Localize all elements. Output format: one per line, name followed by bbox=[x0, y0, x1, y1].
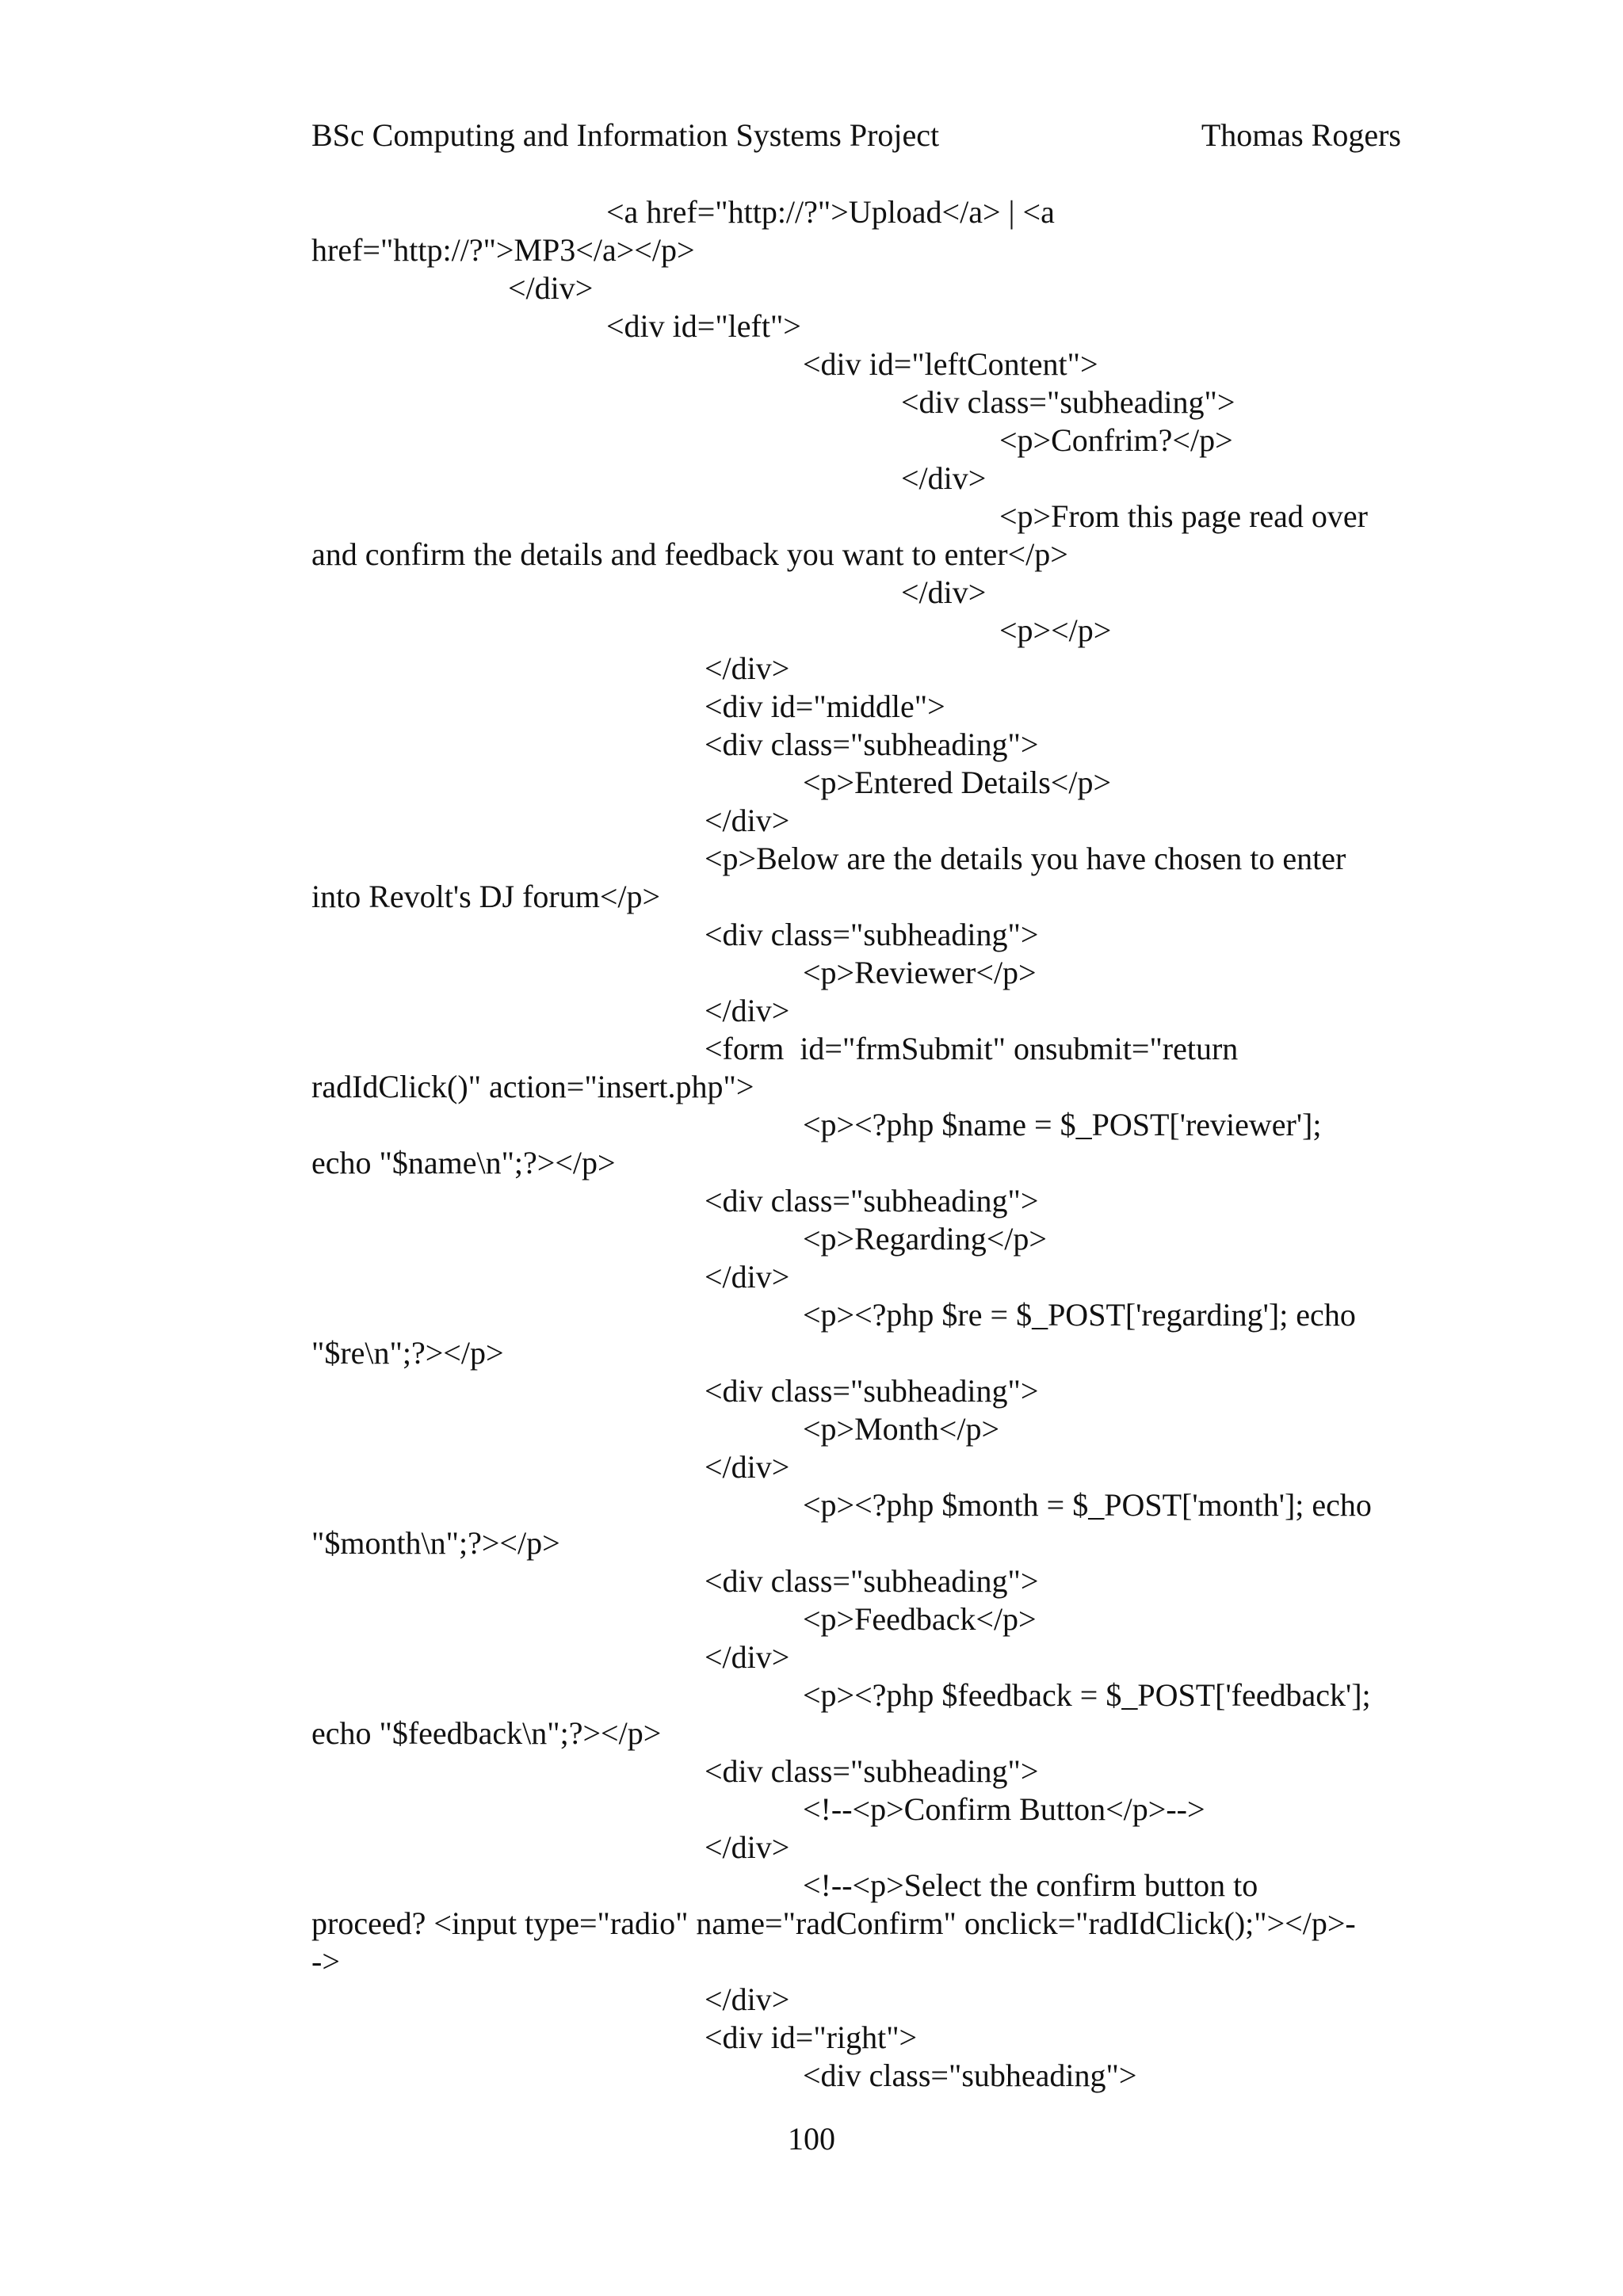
code-line: <p>From this page read over bbox=[999, 498, 1368, 534]
code-line: into Revolt's DJ forum</p> bbox=[311, 879, 661, 914]
code-line: <div id="middle"> bbox=[705, 688, 945, 724]
page-header bbox=[311, 113, 1401, 158]
code-line: href="http://?">MP3</a></p> bbox=[311, 232, 695, 268]
code-line: <div class="subheading"> bbox=[705, 1373, 1039, 1409]
code-line: </div> bbox=[705, 1981, 790, 2017]
code-line: <div class="subheading"> bbox=[705, 1183, 1039, 1219]
code-line: <p></p> bbox=[999, 612, 1112, 648]
code-line: <div id="left"> bbox=[606, 308, 801, 344]
code-line: </div> bbox=[705, 993, 790, 1028]
code-line: echo "$feedback\n";?></p> bbox=[311, 1715, 662, 1751]
code-line: <a href="http://?">Upload</a> | <a bbox=[606, 194, 1055, 230]
code-line: </div> bbox=[705, 1829, 790, 1865]
code-line: <p>Below are the details you have chosen to enter bbox=[705, 841, 1346, 876]
code-line: -> bbox=[311, 1943, 340, 1979]
code-listing bbox=[311, 193, 1401, 2095]
code-line: </div> bbox=[705, 1639, 790, 1675]
code-line: </div> bbox=[705, 1259, 790, 1295]
code-line: <div id="right"> bbox=[705, 2019, 918, 2055]
code-line: <p>Entered Details</p> bbox=[803, 765, 1112, 800]
code-line: radIdClick()" action="insert.php"> bbox=[311, 1069, 754, 1104]
code-line: <p>Regarding</p> bbox=[803, 1221, 1047, 1257]
code-line: <div class="subheading"> bbox=[901, 384, 1235, 420]
code-line: <div class="subheading"> bbox=[705, 917, 1039, 952]
code-line: </div> bbox=[705, 650, 790, 686]
code-line: <p>Feedback</p> bbox=[803, 1601, 1037, 1637]
code-line: and confirm the details and feedback you want to enter</p> bbox=[311, 536, 1068, 572]
page-number: 100 bbox=[788, 2121, 835, 2157]
code-line: "$month\n";?></p> bbox=[311, 1525, 560, 1561]
code-line: </div> bbox=[901, 574, 987, 610]
code-line: <div class="subheading"> bbox=[705, 727, 1039, 762]
code-line: </div> bbox=[705, 803, 790, 838]
code-line: <!--<p>Select the confirm button to bbox=[803, 1867, 1258, 1903]
code-line: echo "$name\n";?></p> bbox=[311, 1145, 616, 1180]
code-line: <div class="subheading"> bbox=[705, 1753, 1039, 1789]
code-line: <!--<p>Confirm Button</p>--> bbox=[803, 1791, 1205, 1827]
code-line: <p>Reviewer</p> bbox=[803, 955, 1037, 990]
code-line: </div> bbox=[901, 460, 987, 496]
code-line: "$re\n";?></p> bbox=[311, 1335, 504, 1371]
code-line: proceed? <input type="radio" name="radConfirm" onclick="radIdClick();"></p>- bbox=[311, 1905, 1356, 1941]
code-line: <p><?php $month = $_POST['month']; echo bbox=[803, 1487, 1372, 1523]
code-line: <p><?php $feedback = $_POST['feedback']; bbox=[803, 1677, 1371, 1713]
code-line: <p><?php $re = $_POST['regarding']; echo bbox=[803, 1297, 1356, 1333]
code-line: <div class="subheading"> bbox=[705, 1563, 1039, 1599]
code-line: <p>Month</p> bbox=[803, 1411, 1000, 1447]
code-line: <p><?php $name = $_POST['reviewer']; bbox=[803, 1107, 1322, 1142]
code-line: </div> bbox=[508, 270, 594, 306]
code-line: <div id="leftContent"> bbox=[803, 346, 1098, 382]
code-line: <div class="subheading"> bbox=[803, 2058, 1137, 2093]
code-line: <form id="frmSubmit" onsubmit="return bbox=[705, 1031, 1239, 1066]
header-project-title: BSc Computing and Information Systems Project bbox=[311, 117, 940, 153]
code-line: </div> bbox=[705, 1449, 790, 1485]
code-line: <p>Confrim?</p> bbox=[999, 422, 1233, 458]
header-author: Thomas Rogers bbox=[1201, 117, 1401, 153]
